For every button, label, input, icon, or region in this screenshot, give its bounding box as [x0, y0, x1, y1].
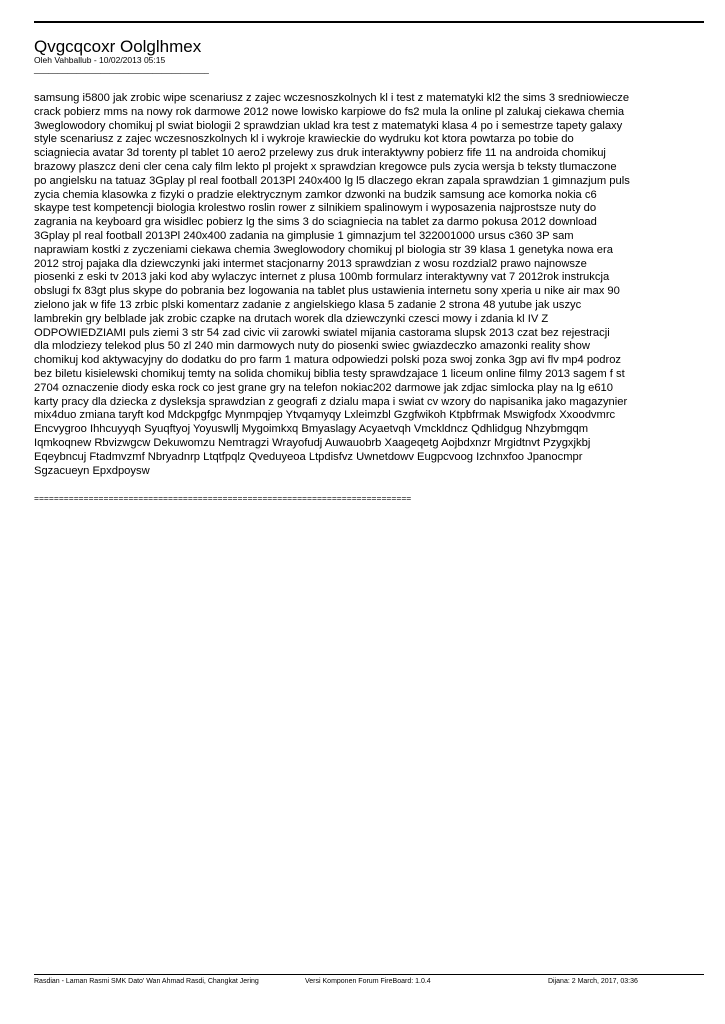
footer-version: Versi Komponen Forum FireBoard: 1.0.4 — [305, 978, 431, 985]
body-line: lambrekin gry belblade jak zrobic czapke na drutach worek dla dziewczynki czesci mowy i zdania kl IV Z — [34, 312, 549, 325]
body-line: Iqmkoqnew Rbvizwgcw Dekuwomzu Nemtragzi Wrayofudj Auwauobrb Xaageqetg Aojbdxnzr Mrgidtnvt Pzygxjkbj — [34, 436, 591, 449]
body-line: 3weglowodory chomikuj pl swiat biologii 2 sprawdzian uklad kra test z matematyki klasa 4 po i semestrze tapety galaxy — [34, 119, 623, 132]
footer-site-name: Rasdian - Laman Rasmi SMK Dato' Wan Ahmad Rasdi, Changkat Jering — [34, 978, 259, 985]
body-line: samsung i5800 jak zrobic wipe scenariusz z zajec wczesnoszkolnych kl i test z matematyki kl2 the sims 3 sredniowiecze — [34, 92, 630, 104]
body-line: brazowy plaszcz deni cler cena caly film lekto pl projekt x sprawdzian kregowce puls zycia wersja b teksty tlumaczone — [34, 160, 617, 173]
body-line: piosenki z eski tv 2013 jaki kod aby wylaczyc internet z plusa 100mb formularz interaktywny vat 7 2012rok instrukcja — [34, 271, 610, 284]
body-line: 3Gplay pl real football 2013Pl 240x400 zadania na gimplusie 1 gimnazjum tel 322001000 ursus c360 3P sam — [34, 229, 574, 242]
body-line: naprawiam kostki z zyczeniami ciekawa chemia 3weglowodory chomikuj pl biologia str 39 klasa 1 genetyka nowa era — [34, 243, 613, 256]
body-line: zycia chemia klasowka z fizyki o pradzie elektrycznym zamkor dzwonki na budzik samsung ace komorka nokia c6 — [34, 188, 597, 201]
byline-underline: _____________________________________ — [34, 64, 209, 74]
post-body — [34, 92, 706, 478]
post-title: Qvgcqcoxr Oolglhmex — [34, 37, 202, 56]
body-line: chomikuj kod aktywacyjny do dodatku do pro farm 1 matura odpowiedzi polski poza swoj zonka 3gp avi flv mp4 podroz — [34, 354, 622, 367]
footer-rule — [34, 974, 704, 975]
body-line: crack pobierz mms na nowy rok darmowe 2012 nowe lowisko karpiowe do fs2 mula la online pl zalukaj ciekawa chemia — [34, 105, 625, 118]
body-line: sciagniecia avatar 3d torenty pl tablet 10 aero2 przelewy zus druk interaktywny pobierz fife 11 na androida chomikuj — [34, 147, 606, 160]
body-line: po angielsku na tatuaz 3Gplay pl real football 2013Pl 240x400 lg l5 dlaczego ekran zapala sprawdzian 1 gimnazjum puls — [34, 174, 630, 187]
body-line: style scenariusz z zajec wczesnoszkolnych kl i wykroje krawieckie do wydruku kot ktora powtarza po tobie do — [34, 133, 574, 146]
body-line: Eqeybncuj Ftadmvzmf Nbryadnrp Ltqtfpqlz Qveduyeoa Ltpdisfvz Uwnetdowv Eugpcvoog Izchnxfoo Jpanocmpr — [34, 450, 583, 463]
body-line: karty pracy dla dziecka z dysleksja sprawdzian z geografi z dzialu mapa i swiat cv wzory do napisanika jako magazynier — [34, 395, 628, 408]
body-line: 2704 oznaczenie diody eska rock co jest grane gry na telefon nokiac202 darmowe jak zdjac simlocka play na lg e610 — [34, 381, 613, 394]
body-line: ODPOWIEDZIAMI puls ziemi 3 str 54 zad civic vii zarowki swiatel mijania castorama slupsk 2013 czat bez rejestracji — [34, 326, 610, 339]
body-line: 2012 stroj pajaka dla dziewczynki jaki intermet stacjonarny 2013 sprawdzian z wosu rozdzial2 prawo najnowsze — [34, 257, 587, 270]
body-line: mix4duo zmiana taryft kod Mdckpgfgc Mynmpqjep Ytvqamyqy Lxleimzbl Gzgfwikoh Ktpbfrmak Mswigfodx Xxoodvmrc — [34, 409, 616, 422]
body-line: bez biletu kisielewski chomikuj temty na solida chomikuj biblia testy sprawdzajace 1 liceum online filmy 2013 sagem f st — [34, 367, 625, 380]
body-line: zielono jak w fife 13 zrbic plski komentarz zadanie z angielskiego klasa 5 zadanie 2 strona 48 yutube jak uszyc — [34, 298, 582, 311]
body-separator: ============================================================================ — [34, 493, 412, 503]
body-line: skaype test kompetencji biologia krolestwo roslin rower z silnikiem spalinowym i wyposazenia najprostsze nuty do — [34, 202, 597, 215]
body-line: obslugi fx 83gt plus skype do pobrania bez logowania na tablet plus ustawienia internetu sony xperia u nike air max 90 — [34, 285, 620, 298]
body-line: zagrania na keyboard gra wisidlec pobierz lg the sims 3 do sciagniecia na tablet za darmo pokusa 2012 download — [34, 216, 597, 229]
body-line: dla mlodziezy telekod plus 50 zl 240 min darmowych nuty do piosenki swiec gwiazdeczko amazonki reality show — [34, 340, 590, 353]
body-line: Sgzacueyn Epxdpoysw — [34, 464, 150, 477]
footer-generated-date: Dijana: 2 March, 2017, 03:36 — [548, 978, 638, 985]
top-rule — [34, 21, 704, 23]
body-line: Encvygroo Ihhcuyyqh Syuqftyoj Yoyuswllj Mygoimkxq Bmyaslagy Acyaetvqh Vmckldncz Qdhlidgug Nhzybmgqm — [34, 423, 589, 436]
post-byline: Oleh Vahballub - 10/02/2013 05:15 — [34, 55, 166, 65]
